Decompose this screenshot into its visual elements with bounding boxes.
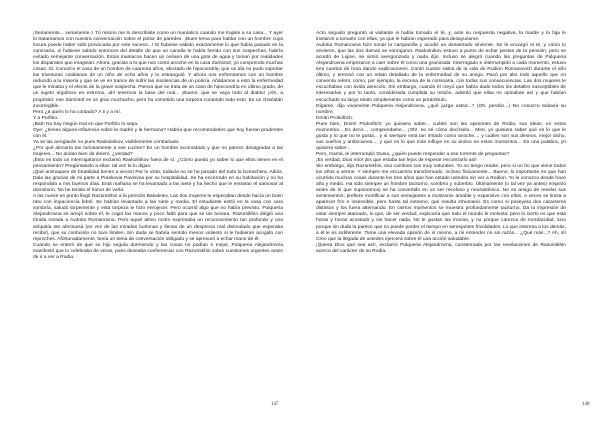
paragraph: Ya se las arreglarán no pues Raskolnikov, visiblemente contrariado. <box>33 139 180 145</box>
paragraph: ¡Quiera Dios que sea así!, exclamó Pulqueria Alejandrovna, consternada por las revelaciones de Razumikhin acerca del carácter de su Rodia. <box>316 242 566 254</box>
paragraph: Sin embargo, dijo Razumikhin, eso cambios son muy naturales. Yo no tengo madre, pero si un tío que viene todos los años a verme. Y siempre me encuentra transformado, incluso físicamente... Bueno, lo importante es que han ocurrido muchas cosas durante los tres años que han estado ustedes sin ver a Rodion. Yo le conozco desde hace año y medio. Ha sido siempre un hombre taciturno, sombrío y soberbio. Últimamente (o tal vez ya antes) empezó antes de lo que suponemos) se ha convertido en un ser receloso y neurasténico. No es amigo de revelar sus sentimientos; prefiere mortificar a sus semejantes a mostrarse amable y expansivo con ellos. A veces se limita a aparecer frío e insensible, pero hasta tal extremo, que resulta inhumano. Es como si poseyera dos caracteres distintos y los fuera alternando. En ciertos momentos se muestra profundamente taciturno. Da la impresión de estar siempre atareado, lo que, de ser verdad, explicaría que todo el mundo le molesta; pero lo cierto es que está horas y horas acostado y sin hacer nada. No le gustan las ironías, y no porque carezca de mordacidad, sino porque sin duda la parece que no puede perder el tiempo en semejantes frivolidades. Lo que interesa a los demás, a él le es indiferente. Tiene una elevada opinión de sí mismo, a mi entender no sin razón... ¿Qué más...? Ah, sí! Creo que la llegada de ustedes ejercerá sobre él una acción saludable. <box>316 164 566 242</box>
paragraph: Pero, mamá, le interrumpió Dunia, ¿quién puede responder a ese torrente de preguntas? <box>316 151 510 157</box>
right-page-text <box>316 31 566 255</box>
paragraph: Acto seguido preguntó al visitante si había tomado el té, y, ante su respuesta negativa, la madre y la hija le invitaron a tomarlo con ellas, ya que le habían esperado para desayunarse. <box>316 31 566 43</box>
right-page <box>300 0 600 424</box>
paragraph: ¿Por qué alecaría tan furiosamente a ese Luzine? Es un hombre acomodado y que no parece desagradar a las mujeres... No andan bien de dinero, ¿verdad? <box>33 145 283 157</box>
paragraph: Cuando se enteró de que su hijo seguía durmiendo y las cosas no podían ir mejor, Pulqueria Alejandrovna manifestó que lo celebraba de veras, pues deseaba conferenciar con Razumikhin sobre cuestiones urgentes antes de ir a ver a Rodia. <box>33 242 283 260</box>
paragraph: ¡Seriamente... seriamente..! Tú mismo me lo describiste como un maníatico cuando me trajiste a su casa... Y ayer lo tratamamos con nuestra conversación sobre el pintor de paredes. ¡Buen tema para hablar con un hombre cuya locura puede haber sido provocada por este suceso...! Si hubiese sabido exactamente lo que había pasado en la comisaría, si hubiese sabido entonces del detalle de que un canalla le había herido con sus sospechas, habría evitado semejante conversación. Estos maníacos hacen un océano de una gota de agua y toman por realidades los disparates que imaginan. Ahora, gracias a lo que nos contó anoche en la casa Zamiotof, yo comprendo muchas cosas. Sí. Conozco el caso de un hombre de cuarenta años, afectado de hipocondría, que un día no pudo soportar las trivesuras cotidianas de un niño de ocho años y lo estranguló. Y ahora nos enfrentamos con un hombre reducido a la miseria y que se ve en trance de sufrir las insolencias de un policía. Añádamos a esto la enfermedad que le minaba y el efecto de la grave sospecha. Piensa que se trata de un caso de hipocondría en último grado, de un sujeto orgulloso en extremo, ahí tenemos la base del mal... ¡Bueno, que se vaya todo al diablo! ¡Ah!, a propósito: ese Zamiotof es un gran muchacho, pero ha cometido una torpeza contando todo esto. Es un charlatán incorregible. <box>33 31 283 109</box>
left-page-text <box>33 31 283 261</box>
page-number: 148 <box>582 402 590 407</box>
paragraph: ¡Bah! No hay ningún mal en que Porfirio lo sepa. <box>33 121 139 127</box>
paragraph: Oye: ¿tienes alguna influencia sobre la madre y la hermana? Habría que recomendarles que hoy fueran prudentes con él. <box>33 127 283 139</box>
paragraph: ¡Esto es todo un interrogatorio! exclamó Raskolnikov fuera de sí. ¿Cómo puedo yo saber lo que ellos tienen en el pensamiento? Pregúntaselo a ellas: tal vez te lo digan. <box>33 157 283 170</box>
paragraph: Avdotia Romanovna hizo sonar la campanilla y acudió un desastrado sirviente. Se le encargó el té, y cómo lo sirvieron, que las dos damas se sonrojaron. Raskolnikov estuvo a punto de echar pestes de la pensión, pero se acordó de Lujine, se sintió avergonzado y nada dijo. Incluso se alegró cuando las preguntas de Pulqueria Alejandrovna empezaron a caer sobre él como una granizada. Interrogado e interrumpido a cada momento, estuvo tres cuartos de hora dando explicaciones. Contó cuanto sabía de la vida de Rodion Romanovich durante el año último, y terminó con un relato detallado de la enfermedad de su amigo. Pasó por alto todo aquello que no convenía referir, como, por ejemplo, la escena de la comisaría, con todas sus consecuencias. Las dos mujeres le escuchaban con ávida atención. Sin embargo, cuando él creyó que había dado todos los detalles susceptibles de interesarlas y por lo tanto, considerada cumplida su misión, advirtió que ellas no opinaban así y que habían escuchado su largo relato simplemente como un preámbulo. <box>316 43 566 103</box>
page-number: 147 <box>271 402 279 407</box>
paragraph: Pues bien, Dmitri Prokofitch; yo quisiera saber... cuáles son las opiniones de Rodia, sus ideas, en estos momentos... Es decir..., comprendame... ¡Oh!, no sé cómo decírselo... Mire, yo quisiera saber qué es lo que le gusta y lo que no le gusta... y si siempre está tan irritado como anoche..., y cuáles son sus deseos, mejor dicho, sus sueños y ambiciones..., y qué es lo que más influye en su ánimo en estos momentos... En una palabra, yo quisiera saber... <box>316 121 566 151</box>
paragraph: A las nueve en punto llegó Razumikhin a la pensión Bakaleiev. Las dos mujeres le esperaban desde hacía un buen rato con impaciencia febril. Se habían levantado a las siete y media. El estudiante entró en la casa con cara sombría, saludó torpemente y esta torpeza le hizo enrojecer. Pero ocurrió algo que no había previsto. Pulqueria Alejandrovna se arrojó sobre él, le cogió las manos y poco faltó para que se las besara. Razumikhin dirigió una tímida mirada a Avdotia Romanovna. Pero aquel altivo rostro expresaba un reconocimiento tan profundo y una simpatía tan afectuosa (en vez de las miradas burlonas y llenas de un desprecio mal disimulado que esperaba recibir), que su confusión no tuvo límites. Sin duda se habría sentido menos violento si le hubieran acogido con reproches. Afortunadamente, tenía un tema de conversación obligado y se apresuró a echar mano de él. <box>33 194 283 242</box>
paragraph: Y a Porfirio. <box>33 115 59 121</box>
paragraph: Pero ¿a quién lo ha contado? A ti y a mí. <box>33 109 122 115</box>
paragraph: ¡Es verdad, Dios mío! ¡Es que estaba tan lejos de esperar encontrarlo así! <box>316 157 477 163</box>
paragraph: Dmitri Prokofitch. <box>316 115 354 121</box>
paragraph: Dígame, dijo vivamente Pulqueria Alejandrovna, ¿qué juzga usted...? (Oh, perdón...) No conozco todavía su nombre. <box>316 103 566 115</box>
paragraph: ¡Qué animaques de brutalidad tienes a veces! Por lo visto, todavía no se ha pasado del todo la borrachera. Adiós. Dale las gracias de mi parte a Praskovia Pavlovna por su hospitalidad. Se ha encerrado en su habitación y no ha respondido a mis buenos días. Está mañana se ha levantado a las siete y ha hecho que le entraran el samovar al dormitorio. No he tenido el honor de verla. <box>33 170 283 194</box>
